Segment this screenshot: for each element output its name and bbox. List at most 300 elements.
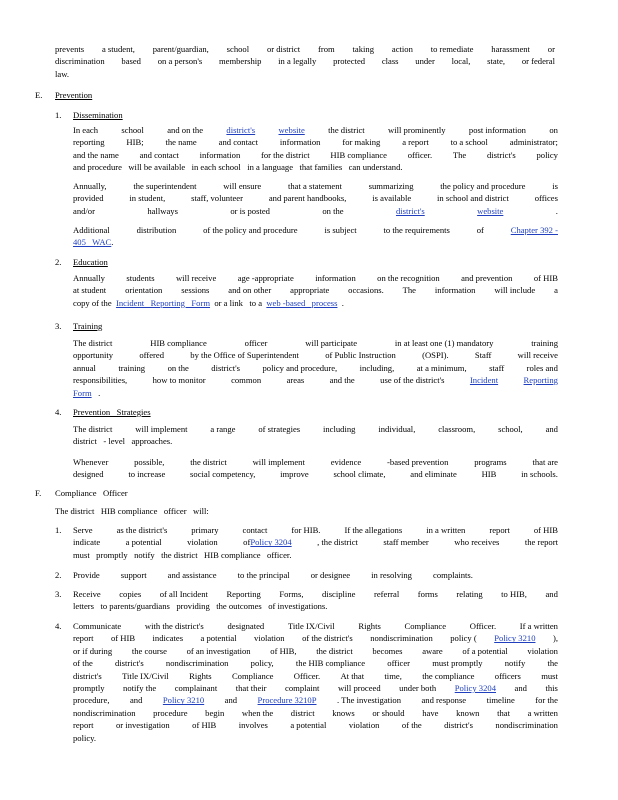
word: staff, volunteer: [191, 193, 243, 204]
word: district's: [73, 670, 102, 681]
paragraph-line: [73, 620, 558, 632]
word: and: [224, 695, 238, 706]
word: information: [199, 149, 241, 160]
word: for making: [342, 137, 381, 148]
word: policy and procedure,: [262, 362, 338, 373]
intro-line: [55, 43, 555, 55]
word: under both: [399, 683, 437, 693]
word: timeline: [486, 695, 515, 706]
word: officer: [244, 338, 268, 348]
word: of an investigation: [186, 645, 251, 656]
word: is: [552, 181, 558, 191]
word: procedure: [153, 707, 188, 718]
link-text[interactable]: web -based process: [266, 297, 338, 308]
word: will proceed: [337, 683, 381, 693]
word: of the policy and procedure: [203, 225, 298, 235]
word: and: [545, 424, 558, 434]
word: from: [317, 44, 335, 54]
word: district's: [211, 362, 241, 373]
word: district's: [444, 720, 473, 731]
word: will implement: [135, 424, 188, 434]
word: begin: [205, 707, 225, 718]
word: aware: [422, 645, 443, 656]
word: Forms,: [279, 589, 304, 599]
paragraph-line: [73, 374, 558, 386]
word: becomes: [372, 645, 403, 656]
word: students: [126, 273, 155, 283]
word: district: [290, 707, 315, 718]
word: The: [402, 285, 416, 296]
word: will prominently: [388, 125, 446, 135]
word: of HIB: [533, 525, 558, 535]
word: the district: [316, 645, 353, 656]
word: of HIB: [192, 720, 217, 731]
word: will implement: [252, 457, 305, 467]
link-text[interactable]: 405 WAC: [73, 237, 112, 248]
word: administrator;: [509, 137, 558, 148]
paragraph-line: [73, 284, 558, 296]
word: how to monitor: [152, 375, 206, 386]
word: Reporting: [226, 589, 261, 599]
word: The district: [73, 338, 113, 348]
word: staff: [489, 362, 505, 373]
word: in resolving: [371, 570, 412, 580]
word: the superintendent: [133, 181, 197, 191]
word: that a statement: [287, 181, 342, 191]
word: the name: [165, 137, 197, 148]
word: a written: [527, 707, 558, 718]
word: that: [497, 707, 510, 718]
word: that are: [532, 457, 558, 467]
word: Annually: [73, 273, 105, 283]
word: report: [489, 525, 510, 535]
word: to a school: [450, 137, 488, 148]
word: have: [422, 707, 439, 718]
word: notify the: [123, 683, 157, 693]
word: to remediate: [430, 44, 474, 54]
word: policy,: [250, 658, 274, 669]
link-text[interactable]: Chapter 392 -: [510, 225, 558, 235]
word: that their: [235, 683, 267, 693]
item-number: 3.: [55, 321, 62, 331]
word: Compliance: [404, 621, 447, 631]
word: social competency,: [190, 469, 256, 480]
word: Staff: [474, 350, 492, 361]
word: and: [545, 589, 558, 599]
word: a potential: [125, 537, 162, 548]
word: district's: [486, 149, 516, 160]
item-number: 1.: [55, 110, 62, 120]
word: involves: [238, 720, 268, 731]
word: in at least one (1) mandatory: [394, 338, 494, 348]
word: age -appropriate: [237, 273, 294, 283]
word: If a written: [519, 621, 558, 631]
paragraph-line: [73, 124, 558, 136]
word: and: [129, 695, 143, 706]
word: and contact: [139, 149, 179, 160]
word: Rights: [189, 670, 212, 681]
word: the policy and procedure: [440, 181, 526, 191]
word: or if during: [73, 645, 113, 656]
word: for HIB.: [291, 525, 321, 535]
word: will receive: [175, 273, 217, 283]
word: Rights: [358, 621, 381, 631]
word: or a link to a: [210, 297, 267, 308]
word: Officer.: [293, 670, 321, 681]
word: in school and district: [437, 193, 509, 204]
word: violation: [527, 645, 558, 656]
word: at student: [73, 285, 107, 296]
word: the course: [131, 645, 167, 656]
word: in a legally: [278, 56, 317, 67]
word: orientation: [125, 285, 163, 296]
word: the district: [328, 125, 365, 135]
section-title-compliance-officer: Compliance Officer: [55, 488, 128, 498]
word: the compliance: [422, 670, 475, 681]
item-title: Prevention Strategies: [73, 407, 151, 417]
word: a potential: [290, 720, 327, 731]
link-text[interactable]: Form: [73, 387, 92, 398]
word: on a person's: [157, 56, 203, 67]
item-number: 2.: [55, 257, 62, 267]
link-text[interactable]: Policy 3210: [494, 633, 536, 644]
word: offices: [534, 193, 558, 204]
paragraph-line: [73, 707, 558, 719]
word: training: [531, 338, 558, 348]
link-text[interactable]: Incident: [469, 375, 499, 386]
paragraph-last-line: district - level approaches.: [73, 436, 173, 447]
word: opportunity: [73, 350, 114, 361]
word: HIB compliance: [330, 149, 387, 160]
word: in student,: [129, 193, 166, 204]
paragraph-last-line: [73, 236, 113, 248]
word: of strategies: [258, 424, 301, 434]
word: -based prevention: [387, 457, 449, 467]
word: roles and: [526, 362, 558, 373]
word: and/or: [73, 205, 95, 216]
paragraph-line: [73, 349, 558, 361]
section-title-prevention: Prevention: [55, 90, 93, 100]
word: nondiscrimination: [73, 707, 136, 718]
paragraph-line: [73, 337, 558, 349]
word: a student,: [101, 44, 135, 54]
word: school: [121, 125, 144, 135]
word: school climate,: [333, 469, 386, 480]
paragraph-last-line: [73, 387, 100, 399]
word: forms: [417, 589, 438, 599]
word: referral: [373, 589, 400, 599]
paragraph-line: [73, 569, 473, 581]
word: is available: [372, 193, 412, 204]
word: sessions: [181, 285, 210, 296]
word: staff member: [383, 537, 429, 548]
word: protected: [333, 56, 366, 67]
word: for the: [535, 695, 558, 706]
word: Serve: [73, 525, 93, 535]
word: indicates: [152, 633, 184, 644]
paragraph-line: [73, 456, 558, 468]
word: district's: [114, 658, 144, 669]
word: copies: [119, 589, 142, 599]
word: notify: [504, 658, 526, 669]
word: of HIB,: [270, 645, 297, 656]
word: policy: [536, 149, 558, 160]
word: knows: [332, 707, 355, 718]
word: support: [120, 570, 147, 580]
word: reporting: [73, 137, 105, 148]
word: primary: [191, 525, 219, 535]
item-number: 4.: [55, 407, 62, 417]
link-text[interactable]: Incident Reporting Form: [115, 297, 211, 308]
word: summarizing: [368, 181, 414, 191]
word: individual,: [378, 424, 416, 434]
word: prevents: [55, 44, 85, 54]
word: nondiscrimination: [370, 633, 433, 644]
item-number: 2.: [55, 570, 62, 580]
paragraph-line: [73, 719, 558, 731]
item-number: 3.: [55, 589, 62, 599]
word: and on other: [228, 285, 272, 296]
word: violation: [348, 720, 380, 731]
word: when the: [241, 707, 274, 718]
section-letter-e: E.: [35, 90, 43, 100]
word: is subject: [324, 225, 357, 235]
word: hallways: [147, 205, 178, 216]
word: on: [549, 125, 558, 135]
word: the: [547, 658, 558, 669]
paragraph-line: [73, 682, 558, 694]
word: in a written: [426, 525, 466, 535]
word: the report: [524, 537, 558, 548]
word: and prevention: [461, 273, 513, 283]
word: . The investigation: [336, 695, 402, 706]
word: designated: [227, 621, 265, 631]
word: harassment: [491, 44, 530, 54]
link-text[interactable]: Policy 3204: [250, 537, 292, 548]
word: Receive: [73, 589, 101, 599]
section-f-intro: The district HIB compliance officer will:: [55, 506, 209, 516]
word: and eliminate: [410, 469, 457, 480]
word: training: [118, 362, 146, 373]
word: .: [337, 297, 344, 308]
word: or designee: [310, 570, 351, 580]
word: discrimination: [55, 56, 105, 67]
word: this: [545, 683, 558, 693]
word: for the district: [260, 149, 310, 160]
word: areas: [286, 375, 305, 386]
word: or: [547, 44, 555, 54]
word: must promptly: [432, 658, 483, 669]
paragraph-last-line: [73, 297, 344, 309]
paragraph-line: [73, 536, 558, 548]
word: or is posted: [230, 205, 270, 216]
item-number: 1.: [55, 525, 62, 535]
paragraph-last-line: and procedure will be available in each school in a language that families can understand.: [73, 162, 403, 173]
word: provided: [73, 193, 104, 204]
paragraph-line: [73, 136, 558, 148]
paragraph-line: [73, 272, 558, 284]
word: or investigation: [116, 720, 170, 731]
item-number: 4.: [55, 621, 62, 631]
word: action: [391, 44, 413, 54]
link-text[interactable]: website: [278, 125, 305, 135]
word: complainant: [174, 683, 218, 693]
word: of the district's: [302, 633, 353, 644]
word: ),: [552, 633, 558, 644]
word: classroom,: [438, 424, 476, 434]
word: copy of the: [73, 297, 116, 308]
word: time,: [384, 670, 402, 681]
word: including: [323, 424, 356, 434]
word: who receives: [454, 537, 500, 548]
intro-last-line: law.: [55, 68, 69, 79]
word: the district: [190, 457, 227, 467]
paragraph-line: [73, 192, 558, 204]
word: of: [476, 225, 484, 235]
word: and the: [329, 375, 355, 386]
word: under: [415, 56, 435, 67]
word: school,: [498, 424, 523, 434]
word: taking: [352, 44, 375, 54]
word: of HIB: [110, 633, 136, 644]
word: appropriate: [290, 285, 330, 296]
word: on the recognition: [377, 273, 440, 283]
word: occasions.: [348, 285, 384, 296]
paragraph-line: [73, 694, 558, 706]
word: evidence: [330, 457, 362, 467]
word: The district: [73, 424, 113, 434]
word: or should: [372, 707, 405, 718]
word: Officer.: [469, 621, 497, 631]
word: parent/guardian,: [152, 44, 209, 54]
word: At that: [340, 670, 365, 681]
paragraph-line: [73, 645, 558, 657]
link-text[interactable]: district's: [226, 125, 256, 135]
word: If the allegations: [344, 525, 403, 535]
word: and the name: [73, 149, 119, 160]
word: including,: [359, 362, 395, 373]
item-title: Training: [73, 321, 103, 331]
word: local,: [451, 56, 471, 67]
word: indicate: [73, 537, 101, 548]
word: to the requirements: [383, 225, 450, 235]
word: officer: [387, 658, 411, 669]
word: to the principal: [237, 570, 290, 580]
word: HIB compliance: [150, 338, 207, 348]
word: report: [73, 633, 94, 644]
paragraph-line: [73, 362, 558, 374]
word: information: [279, 137, 321, 148]
word: HIB: [481, 469, 497, 480]
word: officers: [494, 670, 521, 681]
word: Annually,: [73, 181, 107, 191]
paragraph-line: [73, 657, 558, 669]
paragraph-last-line: letters to parents/guardians providing the outcomes of investigations.: [73, 601, 328, 612]
word: by the Office of Superintendent: [190, 350, 299, 361]
word: .: [91, 387, 101, 398]
paragraph-line: [73, 468, 558, 480]
word: or federal: [521, 56, 555, 67]
word: class: [381, 56, 399, 67]
word: procedure,: [73, 695, 110, 706]
link-text[interactable]: Procedure 3210P: [257, 695, 317, 706]
paragraph-line: [73, 149, 558, 161]
word: with the district's: [144, 621, 204, 631]
link-text[interactable]: website: [477, 205, 504, 216]
word: Provide: [73, 570, 100, 580]
word: or district: [266, 44, 301, 54]
paragraph-line: [73, 180, 558, 192]
word: of the: [401, 720, 422, 731]
word: responsibilities,: [73, 375, 128, 386]
word: Communicate: [73, 621, 122, 631]
word: relating: [456, 589, 483, 599]
word: known: [456, 707, 480, 718]
link-text[interactable]: Policy 3210: [162, 695, 205, 706]
paragraph-last-line: policy.: [73, 732, 97, 743]
word: of HIB: [533, 273, 558, 283]
word: promptly: [73, 683, 105, 693]
link-text[interactable]: Reporting: [523, 375, 558, 386]
word: of Public Instruction: [325, 350, 396, 361]
word: distribution: [136, 225, 177, 235]
word: the HIB compliance: [295, 658, 366, 669]
item-title: Dissemination: [73, 110, 123, 120]
word: will ensure: [223, 181, 262, 191]
word: HIB;: [126, 137, 144, 148]
word: The: [452, 149, 467, 160]
link-text[interactable]: district's: [395, 205, 425, 216]
word: discipline: [322, 589, 356, 599]
word: will participate: [305, 338, 358, 348]
word: complaint: [285, 683, 320, 693]
word: policy (: [450, 633, 477, 644]
word-group: [243, 536, 291, 548]
word: violation: [254, 633, 285, 644]
word: Compliance: [231, 670, 274, 681]
word: nondiscrimination: [165, 658, 229, 669]
word: a potential: [200, 633, 237, 644]
word: violation: [187, 537, 218, 548]
word: will include: [494, 285, 536, 296]
section-letter-f: F.: [35, 488, 42, 498]
word: at a minimum,: [416, 362, 467, 373]
word: .: [111, 237, 114, 248]
word: as the district's: [116, 525, 168, 535]
word: .: [555, 205, 558, 216]
paragraph-line: [73, 670, 558, 682]
word: offered: [139, 350, 165, 361]
word: will receive: [517, 350, 558, 361]
word: , the district: [317, 537, 358, 548]
intro-line: [55, 55, 555, 67]
word: (OSPI).: [422, 350, 449, 361]
word: designed: [73, 469, 104, 480]
word: a: [554, 285, 558, 296]
word: school: [226, 44, 250, 54]
word: of all Incident: [159, 589, 208, 599]
paragraph-line: [73, 524, 558, 536]
word: a report: [402, 137, 429, 148]
word: In each: [73, 125, 99, 135]
word: possible,: [134, 457, 165, 467]
word: to HIB,: [501, 589, 527, 599]
paragraph-line: [73, 588, 558, 600]
link-text[interactable]: Policy 3204: [454, 683, 496, 693]
word: and on the: [167, 125, 204, 135]
word: complaints.: [433, 570, 473, 580]
paragraph-line: [73, 632, 558, 644]
